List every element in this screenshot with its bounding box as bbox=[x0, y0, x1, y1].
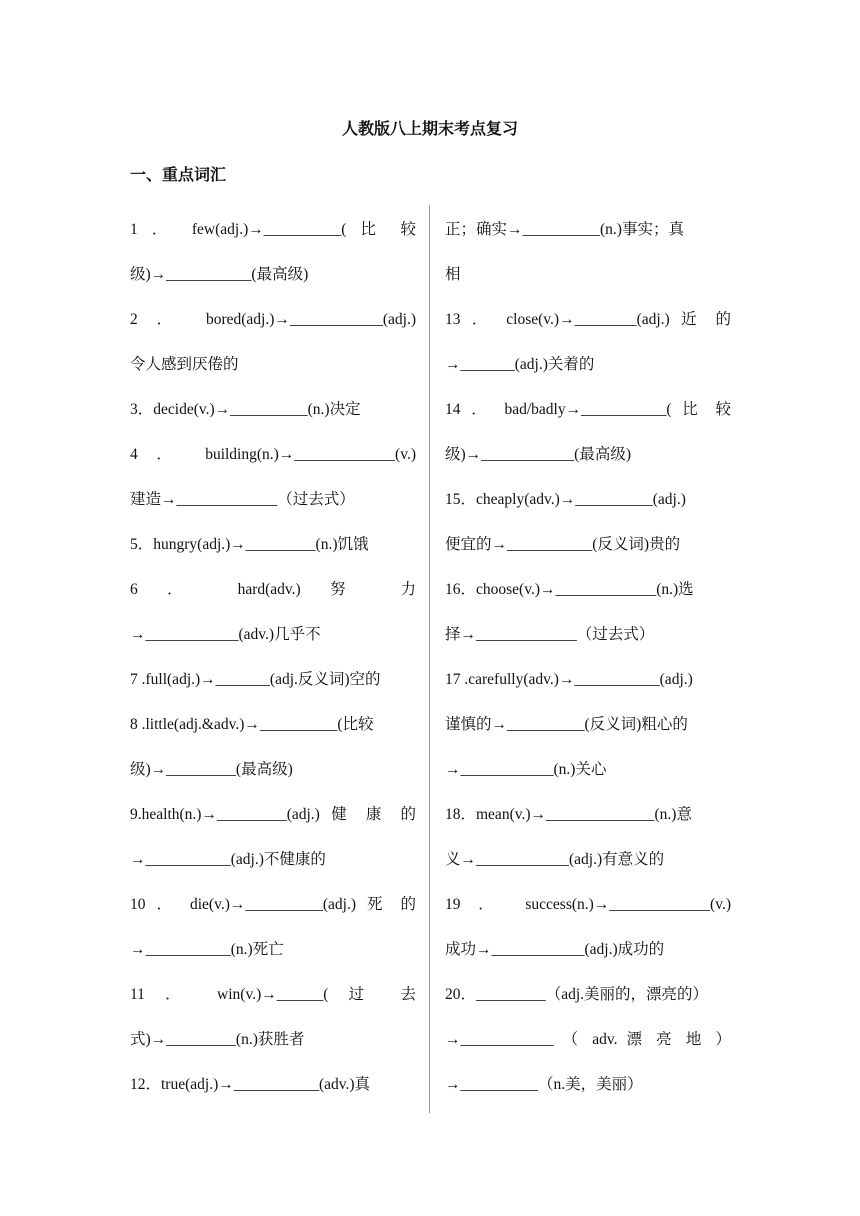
vocab-line: 8 .little(adj.&adv.)→__________(比较 bbox=[130, 716, 374, 733]
vocab-line: 16．choose(v.)→_____________(n.)选 bbox=[445, 581, 694, 598]
vocab-line: 14 ． bad/badly→___________( 比 较 bbox=[445, 401, 731, 418]
vocab-line: →____________ （ adv. 漂 亮 地 ） bbox=[445, 1031, 731, 1048]
vocab-line: 4 ． building(n.)→_____________(v.) bbox=[130, 446, 416, 463]
vocab-line: 式)→_________(n.)获胜者 bbox=[130, 1031, 305, 1048]
vocab-line: →____________(n.)关心 bbox=[445, 761, 607, 778]
vocab-line: 18．mean(v.)→______________(n.)意 bbox=[445, 806, 692, 823]
vocab-line: 11 ． win(v.)→______( 过 去 bbox=[130, 986, 416, 1003]
vocab-line: 谨慎的→__________(反义词)粗心的 bbox=[445, 716, 688, 733]
vocab-line: 15．cheaply(adv.)→__________(adj.) bbox=[445, 491, 686, 508]
vocab-line: 成功→____________(adj.)成功的 bbox=[445, 941, 665, 958]
vocab-line: 5．hungry(adj.)→_________(n.)饥饿 bbox=[130, 536, 369, 553]
vocab-line: 便宜的→___________(反义词)贵的 bbox=[445, 536, 681, 553]
column-divider bbox=[429, 205, 430, 1113]
vocab-line: 7 .full(adj.)→_______(adj.反义词)空的 bbox=[130, 671, 381, 688]
vocab-line: 相 bbox=[445, 266, 461, 283]
vocab-line: 建造→_____________（过去式） bbox=[130, 491, 355, 508]
vocab-line: 级)→___________(最高级) bbox=[130, 266, 309, 283]
right-column bbox=[445, 207, 731, 1107]
vocab-line: 19 ． success(n.)→_____________(v.) bbox=[445, 896, 731, 913]
vocab-line: 级)→____________(最高级) bbox=[445, 446, 631, 463]
vocab-line: 令人感到厌倦的 bbox=[130, 356, 239, 373]
vocab-line: →___________(n.)死亡 bbox=[130, 941, 284, 958]
vocab-line: 13 ． close(v.)→________(adj.) 近 的 bbox=[445, 311, 731, 328]
vocab-line: 1 ． few(adj.)→__________( 比 较 bbox=[130, 221, 416, 238]
section-heading: 一、重点词汇 bbox=[130, 165, 227, 184]
vocab-line: →__________（n.美，美丽） bbox=[445, 1076, 643, 1093]
vocab-line: 6 ． hard(adv.) 努 力 bbox=[130, 581, 416, 598]
vocab-line: 10 ． die(v.)→__________(adj.) 死 的 bbox=[130, 896, 416, 913]
vocab-line: →____________(adv.)几乎不 bbox=[130, 626, 321, 643]
vocab-line: 3．decide(v.)→__________(n.)决定 bbox=[130, 401, 361, 418]
vocab-line: 择→_____________（过去式） bbox=[445, 626, 655, 643]
vocab-line: 2 ． bored(adj.)→____________(adj.) bbox=[130, 311, 416, 328]
vocab-line: 级)→_________(最高级) bbox=[130, 761, 293, 778]
vocab-line: 20．_________（adj.美丽的，漂亮的） bbox=[445, 986, 709, 1003]
vocab-line: 17 .carefully(adv.)→___________(adj.) bbox=[445, 671, 693, 688]
vocab-line: →_______(adj.)关着的 bbox=[445, 356, 595, 373]
page-title: 人教版八上期末考点复习 bbox=[341, 119, 518, 138]
vocab-line: 12．true(adj.)→___________(adv.)真 bbox=[130, 1076, 371, 1093]
vocab-line: 9.health(n.)→_________(adj.) 健 康 的 bbox=[130, 806, 416, 823]
left-column bbox=[130, 207, 416, 1107]
vocab-line: 义→____________(adj.)有意义的 bbox=[445, 851, 665, 868]
vocab-line: →___________(adj.)不健康的 bbox=[130, 851, 326, 868]
vocab-line: 正；确实→__________(n.)事实；真 bbox=[445, 221, 684, 238]
